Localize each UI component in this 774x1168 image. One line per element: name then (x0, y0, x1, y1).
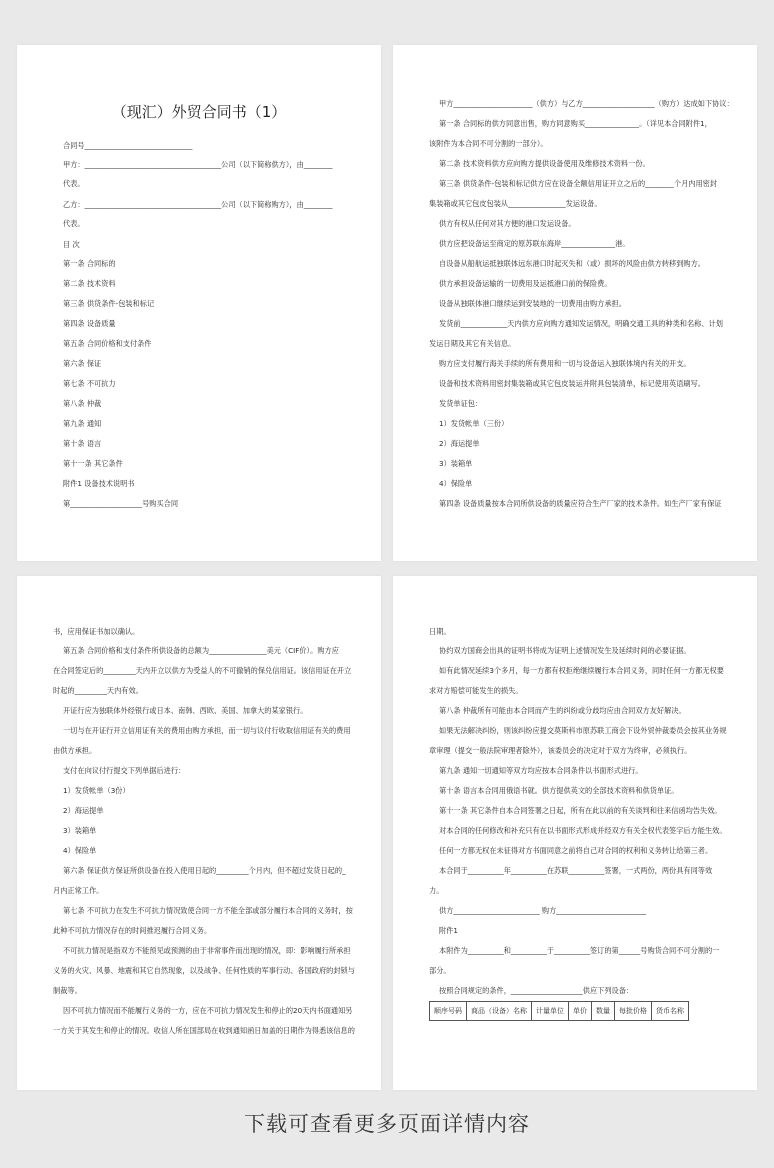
text-line: 制裁等。 (53, 986, 82, 995)
text-line: 第五条 合同价格和支付条件所供设备的总额为________________美元（CIF价）。购方应 (63, 646, 339, 655)
text-line: 此种不可抗力情况存在的时间推迟履行合同义务。 (53, 926, 212, 935)
text-line: 日期。 (429, 627, 451, 636)
list-item: 4）保险单 (439, 479, 473, 488)
toc-item: 第八条 仲裁 (63, 399, 102, 408)
text-line: 自设备从船航运抵独联体远东港口时起灭失和（或）损坏的风险由供方转移到购方。 (439, 259, 705, 268)
text-line: 集装箱或其它包皮包装从________________发运设备。 (429, 199, 602, 208)
document-page-4 (393, 576, 757, 1090)
text-line: 部分。 (429, 966, 451, 975)
text-line: 月内正常工作。 (53, 886, 104, 895)
party-a-line: 甲方：______________________________________公司（以下简称供方），由________ (63, 160, 333, 169)
text-line: 支付在向议付行提交下列单据后进行： (63, 766, 186, 775)
toc-item: 第四条 设备质量 (63, 319, 116, 328)
page-title: （现汇）外贸合同书（1） (111, 103, 287, 121)
table-header-cell: 货币名称 (652, 1002, 689, 1021)
text-line: 发货前_____________天内供方应向购方通知发运情况，明确交通工具的种类和名称、计划 (439, 319, 723, 328)
list-item: 4）保险单 (63, 846, 97, 855)
text-line: 义务的火灾、风暴、地震和其它自然现象，以及战争、任何性质的军事行动、各国政府的封锁与 (53, 966, 355, 975)
text-line: 第七条 不可抗力在发生不可抗力情况致使合同一方不能全部或部分履行本合同的义务时，按 (63, 906, 353, 915)
document-page-2 (393, 45, 757, 561)
table-header-cell: 数量 (592, 1002, 615, 1021)
purchase-contract-line: 第____________________号购买合同 (63, 499, 179, 508)
contract-number-line: 合同号______________________________ (63, 141, 193, 150)
text-line: 第二条 技术资料供方应向购方提供设备使用及维修技术资料一份。 (439, 159, 650, 168)
text-line: 本附件为__________和__________于__________签订的第______号购货合同不可分割的一 (439, 946, 720, 955)
toc-item: 第七条 不可抗力 (63, 379, 116, 388)
text-line: 第一条 合同标的供方同意出售，购方同意购买_______________。（详见本合同附件1， (439, 119, 712, 128)
toc-item: 第九条 通知 (63, 419, 102, 428)
table-header-cell: 单价 (569, 1002, 592, 1021)
text-line: 第四条 设备质量按本合同所供设备的质量应符合生产厂家的技术条件。如生产厂家有保证 (439, 499, 722, 508)
text-line: 第十条 语言本合同用俄语书就。供方提供英文的全部技术资料和供货单证。 (439, 786, 679, 795)
toc-heading: 目 次 (63, 240, 80, 249)
text-line: 求对方赔偿可能发生的损失。 (429, 686, 523, 695)
goods-table (429, 1001, 689, 1021)
toc-item: 第三条 供货条件-包装和标记 (63, 299, 155, 308)
text-line: 代表。 (63, 179, 85, 188)
text-line: 本合同于__________年__________在苏联__________签署，一式两份，两份具有同等效 (439, 866, 713, 875)
text-line: 如有此情况延续3个多月，每一方都有权拒绝继续履行本合同义务，同时任何一方都无权要 (439, 666, 724, 675)
toc-item: 第十条 语言 (63, 439, 102, 448)
toc-item: 附件1 设备技术说明书 (63, 479, 135, 488)
text-line: 一方关于其发生和停止的情况。收信人所在国部局在收到通知函日加盖的日期作为得悉该信息的 (53, 1026, 355, 1035)
toc-item: 第五条 合同价格和支付条件 (63, 339, 152, 348)
table-header-cell: 每批价格 (615, 1002, 652, 1021)
text-line: 如果无法解决纠纷，则该纠纷应提交莫斯科市原苏联工商会下设外贸仲裁委员会按其业务规 (439, 726, 727, 735)
text-line: 设备从独联体港口继续运到安装地的一切费用由购方承担。 (439, 299, 626, 308)
text-line: 对本合同的任何修改和补充只有在以书面形式形成并经双方有关全权代表签字后方能生效。 (439, 826, 727, 835)
list-item: 3）装箱单 (63, 826, 97, 835)
text-line: 由供方承担。 (53, 746, 97, 755)
annex-heading: 附件1 (439, 926, 458, 935)
text-line: 因不可抗力情况而不能履行义务的一方，应在不可抗力情况发生和停止的20天内书面通知另 (63, 1006, 353, 1015)
toc-item: 第一条 合同标的 (63, 259, 116, 268)
list-item: 2）海运提单 (63, 806, 104, 815)
text-line: 力。 (429, 886, 444, 895)
text-line: 书，应用保证书加以确认。 (53, 627, 140, 636)
document-page-3 (17, 576, 381, 1090)
text-line: 供方承担设备运输的一切费用及运抵港口前的保险费。 (439, 279, 612, 288)
list-item: 2）海运提单 (439, 439, 480, 448)
text-line: 按照合同规定的条件，____________________供应下列设备： (439, 986, 634, 995)
text-line: 第三条 供货条件-包装和标记供方应在设备全额信用证开立之后的________个月内用密封 (439, 179, 718, 188)
party-b-line: 乙方：______________________________________公司（以下简称购方），由________ (63, 200, 333, 209)
text-line: 协约双方国商会出具的证明书将成为证明上述情况发生及延续时间的必要证据。 (439, 646, 691, 655)
text-line: 该附件为本合同不可分割的一部分）。 (429, 139, 548, 148)
text-line: 第十一条 其它条件自本合同签署之日起，所有在此以前的有关谈判和往来信函均告失效。 (439, 806, 722, 815)
download-more-caption: 下载可查看更多页面详情内容 (244, 1112, 530, 1136)
text-line: 购方应支付履行海关手续的所有费用和一切与设备运入独联体境内有关的开支。 (439, 359, 691, 368)
text-line: 时起的_________天内有效。 (53, 686, 143, 695)
toc-item: 第十一条 其它条件 (63, 459, 123, 468)
text-line: 供方应把设备运至商定的原苏联东海岸_______________港。 (439, 239, 630, 248)
table-header-cell: 商品（设备）名称 (467, 1002, 532, 1021)
text-line: 不可抗力情况是指双方不能预见或预测的由于非常事件而出现的情况，即：影响履行所承担 (63, 946, 351, 955)
text-line: 设备和技术资料用密封集装箱或其它包皮装运并附具包装清单，标记使用英语刷写。 (439, 379, 705, 388)
text-line: 在合同签定后的_________天内开立以供方为受益人的不可撤销的保兑信用证。该信用证在开立 (53, 666, 352, 675)
text-line: 一切与在开证行开立信用证有关的费用由购方承担，而一切与议付行收取信用证有关的费用 (63, 726, 351, 735)
list-item: 3）装箱单 (439, 459, 473, 468)
text-line: 第八条 仲裁所有可能由本合同而产生的纠纷或分歧均应由合同双方友好解决。 (439, 706, 686, 715)
table-header-cell: 顺序号码 (430, 1002, 467, 1021)
text-line: 第六条 保证供方保证所供设备在投入使用日起的_________个月内，但不超过发货日起的_ (63, 866, 346, 875)
text-line: 发运日期及其它有关信息。 (429, 339, 516, 348)
table-header-row (430, 1002, 689, 1021)
text-line: 开证行应为独联体外经银行或日本、南韩、西欧、美国、加拿大的某家银行。 (63, 706, 308, 715)
text-line: 章审理（提交一般法院审理者除外），该委员会的决定对于双方为终审，必须执行。 (429, 746, 692, 755)
table-header-cell: 计量单位 (532, 1002, 569, 1021)
toc-item: 第二条 技术资料 (63, 279, 116, 288)
list-item: 1）发货帐单（3份） (63, 786, 130, 795)
text-line: 甲方______________________（供方）与乙方____________________（购方）达成如下协议： (439, 99, 734, 108)
document-page-1 (17, 45, 381, 561)
text-line: 第九条 通知一切通知等双方均应按本合同条件以书面形式进行。 (439, 766, 643, 775)
list-item: 1）发货帐单（三份） (439, 419, 509, 428)
text-line: 任何一方都无权在未征得对方书面同意之前将自己对合同的权利和义务转让给第三者。 (439, 846, 713, 855)
signature-line: 供方________________________ 购方_________________________ (439, 906, 647, 915)
text-line: 代表。 (63, 219, 85, 228)
text-line: 供方有权从任何对其方便的港口发运设备。 (439, 219, 576, 228)
text-line: 发货单证包： (439, 399, 483, 408)
toc-item: 第六条 保证 (63, 359, 102, 368)
